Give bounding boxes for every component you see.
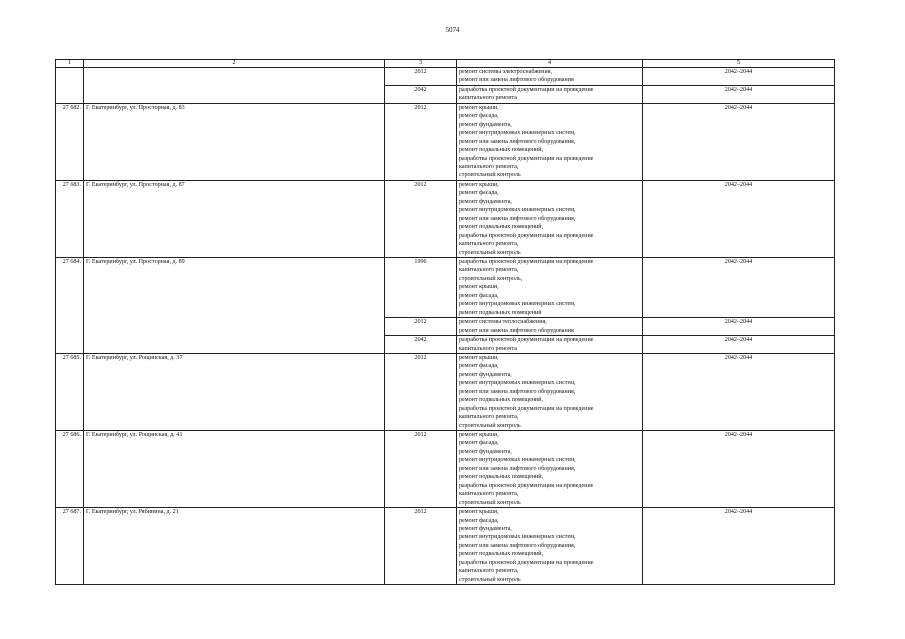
repair-work-item: разработка проектной документации на проведение xyxy=(459,258,594,265)
record-number: 27 682. xyxy=(56,103,84,180)
repair-work-item: строительный контроль xyxy=(459,499,521,506)
repair-work-item: разработка проектной документации на проведение xyxy=(459,482,594,489)
table-row xyxy=(56,68,835,86)
repair-work-item: ремонт или замена лифтового оборудования, xyxy=(459,138,576,145)
repair-work-item: ремонт фундамента, xyxy=(459,121,512,128)
repair-work-item: ремонт фасада, xyxy=(459,363,499,370)
repair-work-item: ремонт системы теплоснабжения, xyxy=(459,319,547,326)
repair-work-item: ремонт внутридомовых инженерных систем, xyxy=(459,534,576,541)
planned-period: 2042–2044 xyxy=(643,353,835,430)
record-number: 27 684. xyxy=(56,257,84,353)
repair-work-item: ремонт фундамента, xyxy=(459,198,512,205)
repair-works-list xyxy=(457,103,643,180)
planned-period: 2042–2044 xyxy=(643,85,835,103)
repair-work-item: ремонт крыши, xyxy=(459,284,499,291)
repair-work-item: капитального ремонта, xyxy=(459,414,519,421)
repair-work-item: строительный контроль xyxy=(459,422,521,429)
repair-work-item: ремонт или замена лифтового оборудования, xyxy=(459,388,576,395)
repair-work-item: ремонт системы электроснабжения, xyxy=(459,69,553,75)
repair-work-item: ремонт внутридомовых инженерных систем, xyxy=(459,301,576,308)
repair-work-item: разработка проектной документации на проведение xyxy=(459,405,594,412)
column-number: 5 xyxy=(643,60,835,68)
last-repair-year: 2012 xyxy=(385,68,457,86)
repair-work-item: ремонт подвальных помещений, xyxy=(459,474,544,481)
repair-work-item: ремонт фасада, xyxy=(459,517,499,524)
planned-period: 2042–2044 xyxy=(643,68,835,86)
building-address xyxy=(84,68,385,104)
column-number-row xyxy=(56,60,835,68)
repair-work-item: разработка проектной документации на проведение xyxy=(459,232,594,239)
last-repair-year: 2042 xyxy=(385,85,457,103)
repair-work-item: разработка проектной документации на проведение xyxy=(459,155,594,162)
repair-works-list xyxy=(457,353,643,430)
repair-work-item: ремонт крыши, xyxy=(459,354,499,361)
planned-period: 2042–2044 xyxy=(643,431,835,508)
planned-period: 2042–2044 xyxy=(643,318,835,336)
repair-work-item: капитального ремонта, xyxy=(459,267,519,274)
repair-work-item: ремонт или замена лифтового оборудования xyxy=(459,327,574,334)
repair-works-list xyxy=(457,180,643,257)
repair-schedule-table xyxy=(55,59,835,585)
repair-works-list xyxy=(457,431,643,508)
record-number: 27 687. xyxy=(56,508,84,585)
repair-work-item: ремонт фасада, xyxy=(459,113,499,120)
page-number: 5074 xyxy=(445,26,460,34)
table-body xyxy=(56,60,835,585)
repair-works-list xyxy=(457,336,643,354)
last-repair-year: 2012 xyxy=(385,103,457,180)
planned-period: 2042–2044 xyxy=(643,257,835,317)
repair-work-item: разработка проектной документации на проведение xyxy=(459,559,594,566)
repair-works-list xyxy=(457,257,643,317)
repair-work-item: ремонт или замена лифтового оборудования, xyxy=(459,465,576,472)
record-number: 27 686. xyxy=(56,431,84,508)
repair-work-item: капитального ремонта xyxy=(459,95,517,102)
repair-work-item: ремонт фундамента, xyxy=(459,448,512,455)
planned-period: 2042–2044 xyxy=(643,180,835,257)
repair-work-item: строительный контроль, xyxy=(459,275,523,282)
last-repair-year: 2042 xyxy=(385,336,457,354)
table-row xyxy=(56,103,835,180)
record-number xyxy=(56,68,84,104)
record-number: 27 683. xyxy=(56,180,84,257)
column-number: 1 xyxy=(56,60,84,68)
table-row xyxy=(56,180,835,257)
table-row xyxy=(56,353,835,430)
building-address: Г. Екатеринбург, ул. Рощинская, д. 37 xyxy=(84,353,385,430)
repair-works-list xyxy=(457,508,643,585)
repair-work-item: ремонт или замена лифтового оборудования xyxy=(459,77,574,84)
repair-work-item: ремонт подвальных помещений xyxy=(459,309,542,316)
column-number: 4 xyxy=(457,60,643,68)
repair-work-item: капитального ремонта, xyxy=(459,241,519,248)
table-row xyxy=(56,508,835,585)
repair-work-item: капитального ремонта, xyxy=(459,163,519,170)
repair-works-list xyxy=(457,68,643,86)
repair-work-item: ремонт подвальных помещений, xyxy=(459,397,544,404)
repair-work-item: ремонт внутридомовых инженерных систем, xyxy=(459,130,576,137)
building-address: Г. Екатеринбург, ул. Просторная, д. 83 xyxy=(84,103,385,180)
repair-work-item: ремонт фасада, xyxy=(459,292,499,299)
record-number: 27 685. xyxy=(56,353,84,430)
planned-period: 2042–2044 xyxy=(643,103,835,180)
last-repair-year: 2012 xyxy=(385,318,457,336)
repair-work-item: ремонт фундамента, xyxy=(459,371,512,378)
repair-work-item: ремонт фундамента, xyxy=(459,526,512,533)
repair-work-item: ремонт внутридомовых инженерных систем, xyxy=(459,457,576,464)
last-repair-year: 2012 xyxy=(385,180,457,257)
repair-work-item: разработка проектной документации на проведение xyxy=(459,86,594,93)
table-row xyxy=(56,431,835,508)
planned-period: 2042–2044 xyxy=(643,508,835,585)
repair-works-list xyxy=(457,318,643,336)
repair-work-item: ремонт подвальных помещений, xyxy=(459,147,544,154)
repair-work-item: ремонт крыши, xyxy=(459,509,499,516)
repair-work-item: ремонт фасада, xyxy=(459,190,499,197)
repair-work-item: строительный контроль xyxy=(459,249,521,256)
repair-work-item: ремонт крыши, xyxy=(459,432,499,439)
repair-work-item: ремонт фасада, xyxy=(459,440,499,447)
building-address: Г. Екатеринбург, ул. Рощинская, д. 41 xyxy=(84,431,385,508)
repair-work-item: капитального ремонта xyxy=(459,345,517,352)
repair-work-item: строительный контроль xyxy=(459,172,521,179)
last-repair-year: 2012 xyxy=(385,353,457,430)
repair-work-item: ремонт или замена лифтового оборудования, xyxy=(459,542,576,549)
repair-work-item: капитального ремонта, xyxy=(459,568,519,575)
last-repair-year: 2012 xyxy=(385,508,457,585)
repair-work-item: ремонт крыши, xyxy=(459,181,499,188)
planned-period: 2042–2044 xyxy=(643,336,835,354)
repair-work-item: строительный контроль xyxy=(459,576,521,583)
column-number: 2 xyxy=(84,60,385,68)
building-address: Г. Екатеринбург, ул. Просторная, д. 87 xyxy=(84,180,385,257)
building-address: Г. Екатеринбург, ул. Просторная, д. 89 xyxy=(84,257,385,353)
column-number: 3 xyxy=(385,60,457,68)
repair-work-item: ремонт внутридомовых инженерных систем, xyxy=(459,380,576,387)
last-repair-year: 2012 xyxy=(385,431,457,508)
table-row xyxy=(56,257,835,317)
repair-work-item: ремонт или замена лифтового оборудования, xyxy=(459,215,576,222)
repair-work-item: капитального ремонта, xyxy=(459,491,519,498)
repair-work-item: ремонт подвальных помещений, xyxy=(459,224,544,231)
building-address: Г. Екатеринбург, ул. Рябинина, д. 21 xyxy=(84,508,385,585)
repair-work-item: разработка проектной документации на проведение xyxy=(459,337,594,344)
repair-work-item: ремонт подвальных помещений, xyxy=(459,551,544,558)
repair-work-item: ремонт внутридомовых инженерных систем, xyxy=(459,207,576,214)
repair-work-item: ремонт крыши, xyxy=(459,104,499,111)
last-repair-year: 1996 xyxy=(385,257,457,317)
repair-works-list xyxy=(457,85,643,103)
